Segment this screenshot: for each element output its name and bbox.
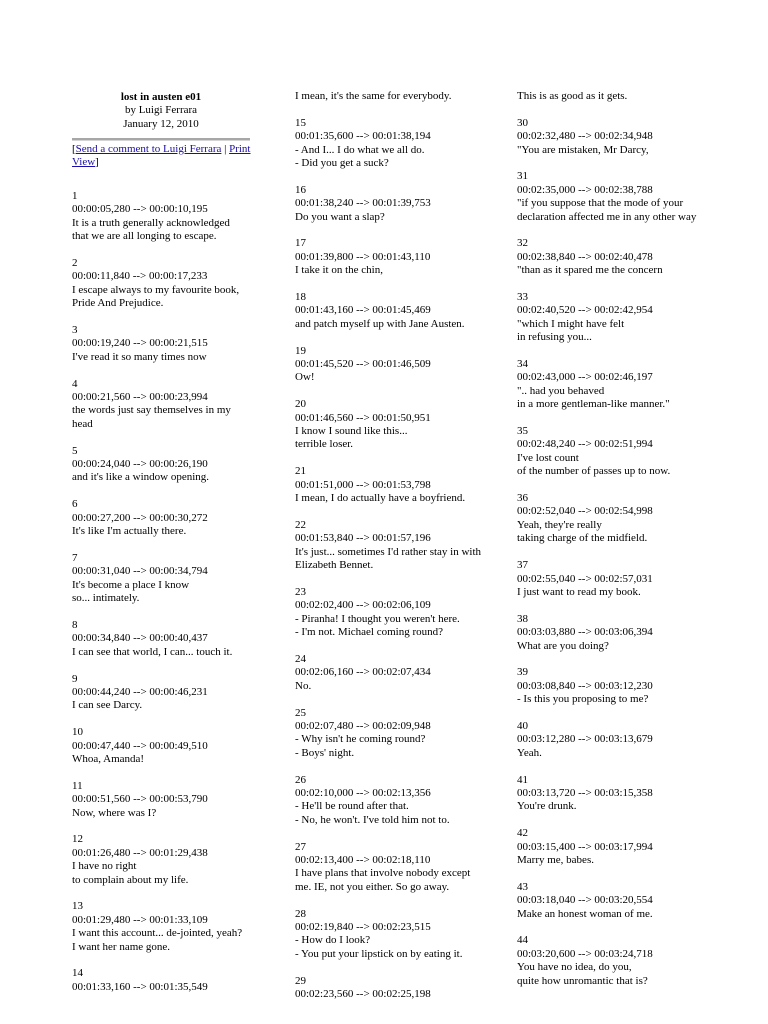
subtitle-line: Now, where was I? [72,806,157,819]
subtitle-timecode: 00:00:05,280 --> 00:00:10,195 [72,203,208,216]
subtitle-timecode: 00:02:40,520 --> 00:02:42,954 [517,304,653,317]
subtitle-entry [517,881,727,921]
subtitle-number: 40 [517,719,528,732]
subtitle-number: 25 [295,706,306,719]
subtitle-line: You have no idea, do you, [517,961,632,974]
subtitle-number: 4 [72,377,78,390]
subtitle-line: It's just... sometimes I'd rather stay in with Elizabeth Bennet. [295,545,482,572]
subtitle-timecode: 00:00:44,240 --> 00:00:46,231 [72,685,208,698]
subtitle-number: 14 [72,967,83,980]
subtitle-entry [72,324,252,364]
subtitle-number: 30 [517,116,528,129]
subtitle-number: 15 [295,116,306,129]
subtitle-number: 43 [517,880,528,893]
subtitle-entry [517,237,727,277]
subtitle-timecode: 00:00:11,840 --> 00:00:17,233 [72,270,208,283]
send-comment-link[interactable]: Send a comment to Luigi Ferrara [75,143,222,155]
subtitle-entry [295,184,490,224]
subtitle-line: Do you want a slap? [295,210,385,223]
subtitle-entry [295,774,490,828]
subtitle-timecode: 00:00:27,200 --> 00:00:30,272 [72,511,208,524]
subtitle-entry [517,425,727,479]
subtitle-line: Ow! [295,371,315,384]
document-header [72,91,250,131]
subtitle-number: 41 [517,773,528,786]
subtitle-number: 35 [517,425,528,438]
subtitle-line: I escape always to my favourite book, [72,283,240,296]
subtitle-number: 5 [72,444,78,457]
links-separator: | [221,143,230,155]
subtitle-entry [295,586,490,640]
subtitle-line: I know I sound like this... [295,425,408,438]
subtitle-number: 37 [517,559,528,572]
subtitle-line: I have plans that involve nobody except [295,867,471,880]
document-date: January 12, 2010 [123,117,199,130]
subtitle-number: 28 [295,907,306,920]
subtitle-entry [72,900,252,954]
subtitle-line: I want this account... de-jointed, yeah? [72,927,243,940]
subtitle-number: 8 [72,618,78,631]
subtitle-timecode: 00:01:45,520 --> 00:01:46,509 [295,358,431,371]
subtitle-entry [295,653,490,693]
subtitle-line: so... intimately. [72,592,140,605]
subtitle-line: "than as it spared me the concern [517,264,663,277]
subtitle-number: 21 [295,465,306,478]
subtitle-timecode: 00:00:51,560 --> 00:00:53,790 [72,793,208,806]
subtitle-entry [72,190,252,244]
subtitle-number: 9 [72,672,78,685]
subtitle-number: 18 [295,291,306,304]
subtitle-timecode: 00:02:07,480 --> 00:02:09,948 [295,719,431,732]
links-close-bracket: ] [95,156,99,169]
subtitle-line: I've read it so many times now [72,350,207,363]
subtitle-line: in a more gentleman-like manner." [517,398,670,411]
subtitle-timecode: 00:03:20,600 --> 00:03:24,718 [517,947,653,960]
subtitle-number: 10 [72,726,83,739]
subtitle-timecode: 00:02:06,160 --> 00:02:07,434 [295,666,431,679]
header-divider [72,138,250,141]
subtitle-timecode: 00:00:24,040 --> 00:00:26,190 [72,458,208,471]
subtitle-line: quite how unromantic that is? [517,974,648,987]
subtitle-timecode: 00:02:10,000 --> 00:02:13,356 [295,786,431,799]
subtitle-timecode: 00:03:12,280 --> 00:03:13,679 [517,733,653,746]
subtitle-number: 2 [72,257,78,270]
subtitle-entry [295,345,490,385]
subtitle-line: - Is this you proposing to me? [517,693,649,706]
subtitle-list-2 [295,90,490,1015]
subtitle-line: I've lost count [517,451,579,464]
subtitle-timecode: 00:01:51,000 --> 00:01:53,798 [295,478,431,491]
subtitle-line: to complain about my life. [72,873,189,886]
subtitle-entry [517,613,727,653]
subtitle-number: 42 [517,827,528,840]
subtitle-timecode: 00:02:13,400 --> 00:02:18,110 [295,853,431,866]
subtitle-timecode: 00:03:15,400 --> 00:03:17,994 [517,840,653,853]
subtitle-entry [517,934,727,988]
subtitle-timecode: 00:03:03,880 --> 00:03:06,394 [517,626,653,639]
subtitle-entry [72,780,252,820]
subtitle-entry [295,841,490,895]
subtitle-entry [295,237,490,277]
subtitle-number: 32 [517,237,528,250]
subtitle-line: and it's like a window opening. [72,471,210,484]
subtitle-line: - No, he won't. I've told him not to. [295,813,450,826]
subtitle-list-1 [72,190,252,1008]
subtitle-number: 6 [72,498,78,511]
subtitle-line: I can see Darcy. [72,699,143,712]
subtitle-line: - Why isn't he coming round? [295,733,426,746]
subtitle-timecode: 00:01:38,240 --> 00:01:39,753 [295,197,431,210]
subtitle-number: 20 [295,398,306,411]
subtitle-timecode: 00:01:39,800 --> 00:01:43,110 [295,250,431,263]
subtitle-line: Yeah. [517,746,542,759]
document-links [72,143,252,170]
subtitle-line: Yeah, they're really [517,518,602,531]
subtitle-line: the words just say themselves in my head [72,404,231,430]
subtitle-line: that we are all longing to escape. [72,230,217,243]
subtitle-line: "if you suppose that the mode of your declaration affected me in any other way [517,197,697,223]
subtitle-line: Make an honest woman of me. [517,907,653,920]
subtitle-timecode: 00:01:53,840 --> 00:01:57,196 [295,532,431,545]
subtitle-entry [295,707,490,761]
subtitle-number: 44 [517,934,528,947]
subtitle-number: 26 [295,773,306,786]
subtitle-entry [517,358,727,412]
subtitle-timecode: 00:02:55,040 --> 00:02:57,031 [517,572,653,585]
subtitle-timecode: 00:02:52,040 --> 00:02:54,998 [517,505,653,518]
subtitle-entry [295,291,490,331]
subtitle-timecode: 00:02:32,480 --> 00:02:34,948 [517,130,653,143]
subtitle-line: ".. had you behaved [517,384,605,397]
subtitle-timecode: 00:02:43,000 --> 00:02:46,197 [517,371,653,384]
subtitle-timecode: 00:01:33,160 --> 00:01:35,549 [72,980,208,993]
subtitle-entry [517,827,727,867]
subtitle-line: It's like I'm actually there. [72,525,187,538]
subtitle-entry [72,445,252,485]
subtitle-line: This is as good as it gets. [517,90,628,102]
subtitle-number: 19 [295,344,306,357]
subtitle-timecode: 00:03:13,720 --> 00:03:15,358 [517,786,653,799]
subtitle-timecode: 00:01:26,480 --> 00:01:29,438 [72,846,208,859]
document-title: lost in austen e01 [120,91,202,103]
subtitle-line: I take it on the chin, [295,264,383,277]
subtitle-entry [517,720,727,760]
subtitle-line: It is a truth generally acknowledged [72,216,230,229]
document-author: by Luigi Ferrara [124,104,198,117]
subtitle-number: 34 [517,358,528,371]
subtitle-line: - I'm not. Michael coming round? [295,626,444,639]
subtitle-line: What are you doing? [517,639,609,652]
subtitle-line: in refusing you... [517,331,592,344]
subtitle-entry [72,552,252,606]
subtitle-line: You're drunk. [517,800,577,813]
subtitle-number: 27 [295,840,306,853]
subtitle-line: I can see that world, I can... touch it. [72,645,233,658]
subtitle-line: I have no right [72,860,137,873]
subtitle-timecode: 00:00:47,440 --> 00:00:49,510 [72,739,208,752]
subtitle-entry [517,559,727,599]
subtitle-line: - You put your lipstick on by eating it. [295,947,463,960]
subtitle-line: I want her name gone. [72,940,171,953]
subtitle-line: Whoa, Amanda! [72,752,145,765]
subtitle-number: 23 [295,585,306,598]
subtitle-number: 22 [295,518,306,531]
subtitle-line: "which I might have felt [517,317,625,330]
subtitle-number: 38 [517,612,528,625]
subtitle-timecode: 00:02:38,840 --> 00:02:40,478 [517,250,653,263]
subtitle-entry [72,257,252,311]
subtitle-timecode: 00:01:46,560 --> 00:01:50,951 [295,411,431,424]
subtitle-line: terrible loser. [295,438,354,451]
subtitle-line: - And I... I do what we all do. [295,143,425,156]
subtitle-line: and patch myself up with Jane Austen. [295,317,465,330]
subtitle-number: 17 [295,237,306,250]
subtitle-number: 13 [72,900,83,913]
subtitle-entry [72,833,252,887]
subtitle-line: It's become a place I know [72,578,190,591]
subtitle-number: 36 [517,492,528,505]
subtitle-timecode: 00:01:35,600 --> 00:01:38,194 [295,130,431,143]
subtitle-timecode: 00:00:21,560 --> 00:00:23,994 [72,391,208,404]
subtitle-entry [517,291,727,345]
subtitle-timecode: 00:02:23,560 --> 00:02:25,198 [295,987,431,1000]
subtitle-line: I just want to read my book. [517,585,641,598]
subtitle-entry [295,519,490,573]
links-open-bracket: [ [72,143,76,155]
subtitle-line: Pride And Prejudice. [72,297,164,310]
subtitle-entry [72,967,252,994]
subtitle-timecode: 00:03:18,040 --> 00:03:20,554 [517,894,653,907]
subtitle-line: I mean, it's the same for everybody. [295,90,452,102]
subtitle-timecode: 00:02:19,840 --> 00:02:23,515 [295,920,431,933]
print-view-link[interactable]: Print View [72,143,251,169]
subtitle-number: 7 [72,551,78,564]
subtitle-line: taking charge of the midfield. [517,532,648,545]
subtitle-line: - He'll be round after that. [295,800,409,813]
subtitle-number: 33 [517,291,528,304]
subtitle-timecode: 00:02:02,400 --> 00:02:06,109 [295,599,431,612]
subtitle-entry [517,666,727,706]
subtitle-number: 39 [517,666,528,679]
subtitle-line: - Did you get a suck? [295,157,389,170]
subtitle-line: me. IE, not you either. So go away. [295,880,450,893]
subtitle-entry [517,492,727,546]
subtitle-list-3 [517,90,727,1001]
subtitle-entry [295,465,490,505]
subtitle-number: 31 [517,170,528,183]
subtitle-number: 24 [295,652,306,665]
subtitle-entry [295,975,490,1002]
subtitle-line: "You are mistaken, Mr Darcy, [517,143,649,156]
subtitle-timecode: 00:02:35,000 --> 00:02:38,788 [517,183,653,196]
subtitle-line: of the number of passes up to now. [517,465,671,478]
subtitle-timecode: 00:00:19,240 --> 00:00:21,515 [72,337,208,350]
subtitle-number: 3 [72,324,78,337]
subtitle-number: 1 [72,190,78,202]
subtitle-entry [517,774,727,814]
subtitle-timecode: 00:02:48,240 --> 00:02:51,994 [517,438,653,451]
subtitle-entry [295,117,490,171]
subtitle-entry [295,90,490,103]
subtitle-line: - Piranha! I thought you weren't here. [295,612,460,625]
subtitle-entry [517,117,727,157]
subtitle-entry [517,170,727,224]
subtitle-number: 16 [295,183,306,196]
subtitle-timecode: 00:01:43,160 --> 00:01:45,469 [295,304,431,317]
subtitle-entry [72,673,252,713]
subtitle-entry [72,726,252,766]
subtitle-entry [517,90,727,103]
subtitle-timecode: 00:03:08,840 --> 00:03:12,230 [517,679,653,692]
subtitle-number: 11 [72,779,83,792]
subtitle-line: No. [295,679,312,692]
subtitle-line: Marry me, babes. [517,853,594,866]
subtitle-line: I mean, I do actually have a boyfriend. [295,492,466,505]
subtitle-line: - Boys' night. [295,746,355,759]
subtitle-entry [295,908,490,962]
subtitle-entry [72,378,252,432]
subtitle-timecode: 00:00:31,040 --> 00:00:34,794 [72,565,208,578]
subtitle-entry [72,619,252,659]
subtitle-line: - How do I look? [295,934,371,947]
subtitle-entry [72,498,252,538]
subtitle-entry [295,398,490,452]
subtitle-number: 12 [72,833,83,846]
subtitle-number: 29 [295,974,306,987]
subtitle-timecode: 00:01:29,480 --> 00:01:33,109 [72,913,208,926]
subtitle-timecode: 00:00:34,840 --> 00:00:40,437 [72,632,208,645]
